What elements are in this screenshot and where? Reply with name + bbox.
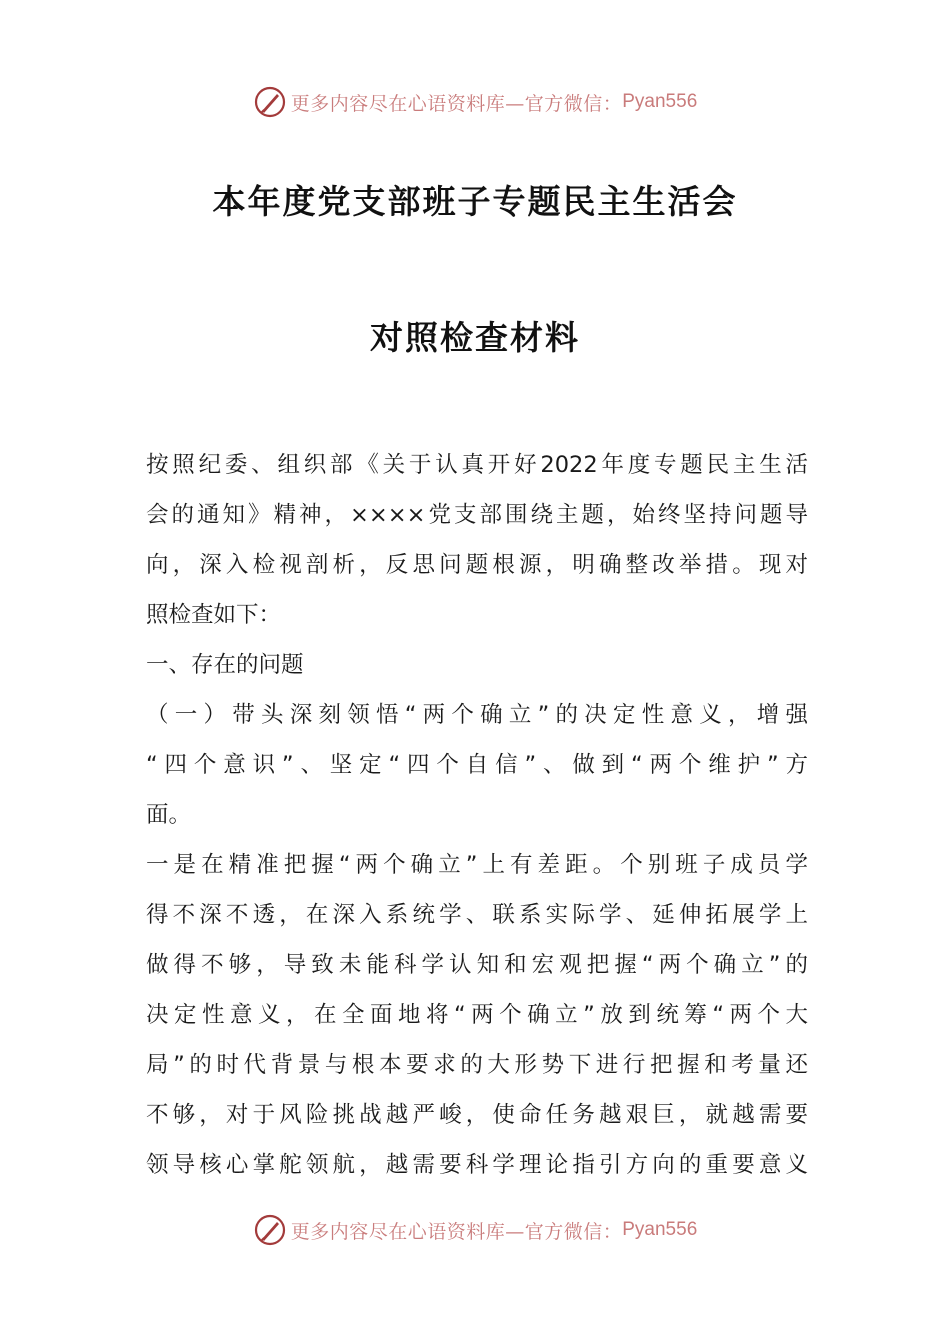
quill-pen-icon — [253, 85, 287, 119]
watermark-contact: Pyan556 — [622, 91, 698, 112]
body-line: 领导核心掌舵领航，越需要科学理论指引方向的重要意义 — [146, 1152, 808, 1178]
body-line: 局”的时代背景与根本要求的大形势下进行把握和考量还 — [146, 1052, 808, 1078]
quill-pen-icon — [253, 1213, 287, 1247]
section-heading: 一、存在的问题 — [146, 652, 304, 678]
body-line: （一）带头深刻领悟“两个确立”的决定性意义，增强 — [146, 702, 808, 728]
body-line: 向，深入检视剖析，反思问题根源，明确整改举措。现对 — [146, 552, 808, 578]
watermark-text: 更多内容尽在心语资料库—官方微信： — [290, 92, 623, 115]
watermark-contact: Pyan556 — [622, 1219, 698, 1240]
body-line: 一是在精准把握“两个确立”上有差距。个别班子成员学 — [146, 852, 808, 878]
body-line: 面。 — [146, 802, 192, 828]
body-line: 得不深不透，在深入系统学、联系实际学、延伸拓展学上 — [146, 902, 808, 928]
document-title-line-1: 本年度党支部班子专题民主生活会 — [212, 182, 738, 221]
body-line: 做得不够，导致未能科学认知和宏观把握“两个确立”的 — [146, 952, 808, 978]
body-line: 决定性意义，在全面地将“两个确立”放到统筹“两个大 — [146, 1002, 808, 1028]
body-line: 会的通知》精神，××××党支部围绕主题，始终坚持问题导 — [146, 502, 808, 528]
body-line: 按照纪委、组织部《关于认真开好2022年度专题民主生活 — [146, 452, 808, 478]
body-line: “四个意识”、坚定“四个自信”、做到“两个维护”方 — [146, 752, 808, 778]
document-body — [146, 440, 808, 1190]
body-line: 不够，对于风险挑战越严峻，使命任务越艰巨，就越需要 — [146, 1102, 808, 1128]
body-line: 照检查如下： — [146, 602, 282, 628]
watermark-text: 更多内容尽在心语资料库—官方微信： — [290, 1220, 623, 1243]
footer-watermark — [0, 1210, 950, 1250]
document-title-line-2: 对照检查材料 — [370, 318, 580, 357]
header-watermark — [0, 82, 950, 122]
